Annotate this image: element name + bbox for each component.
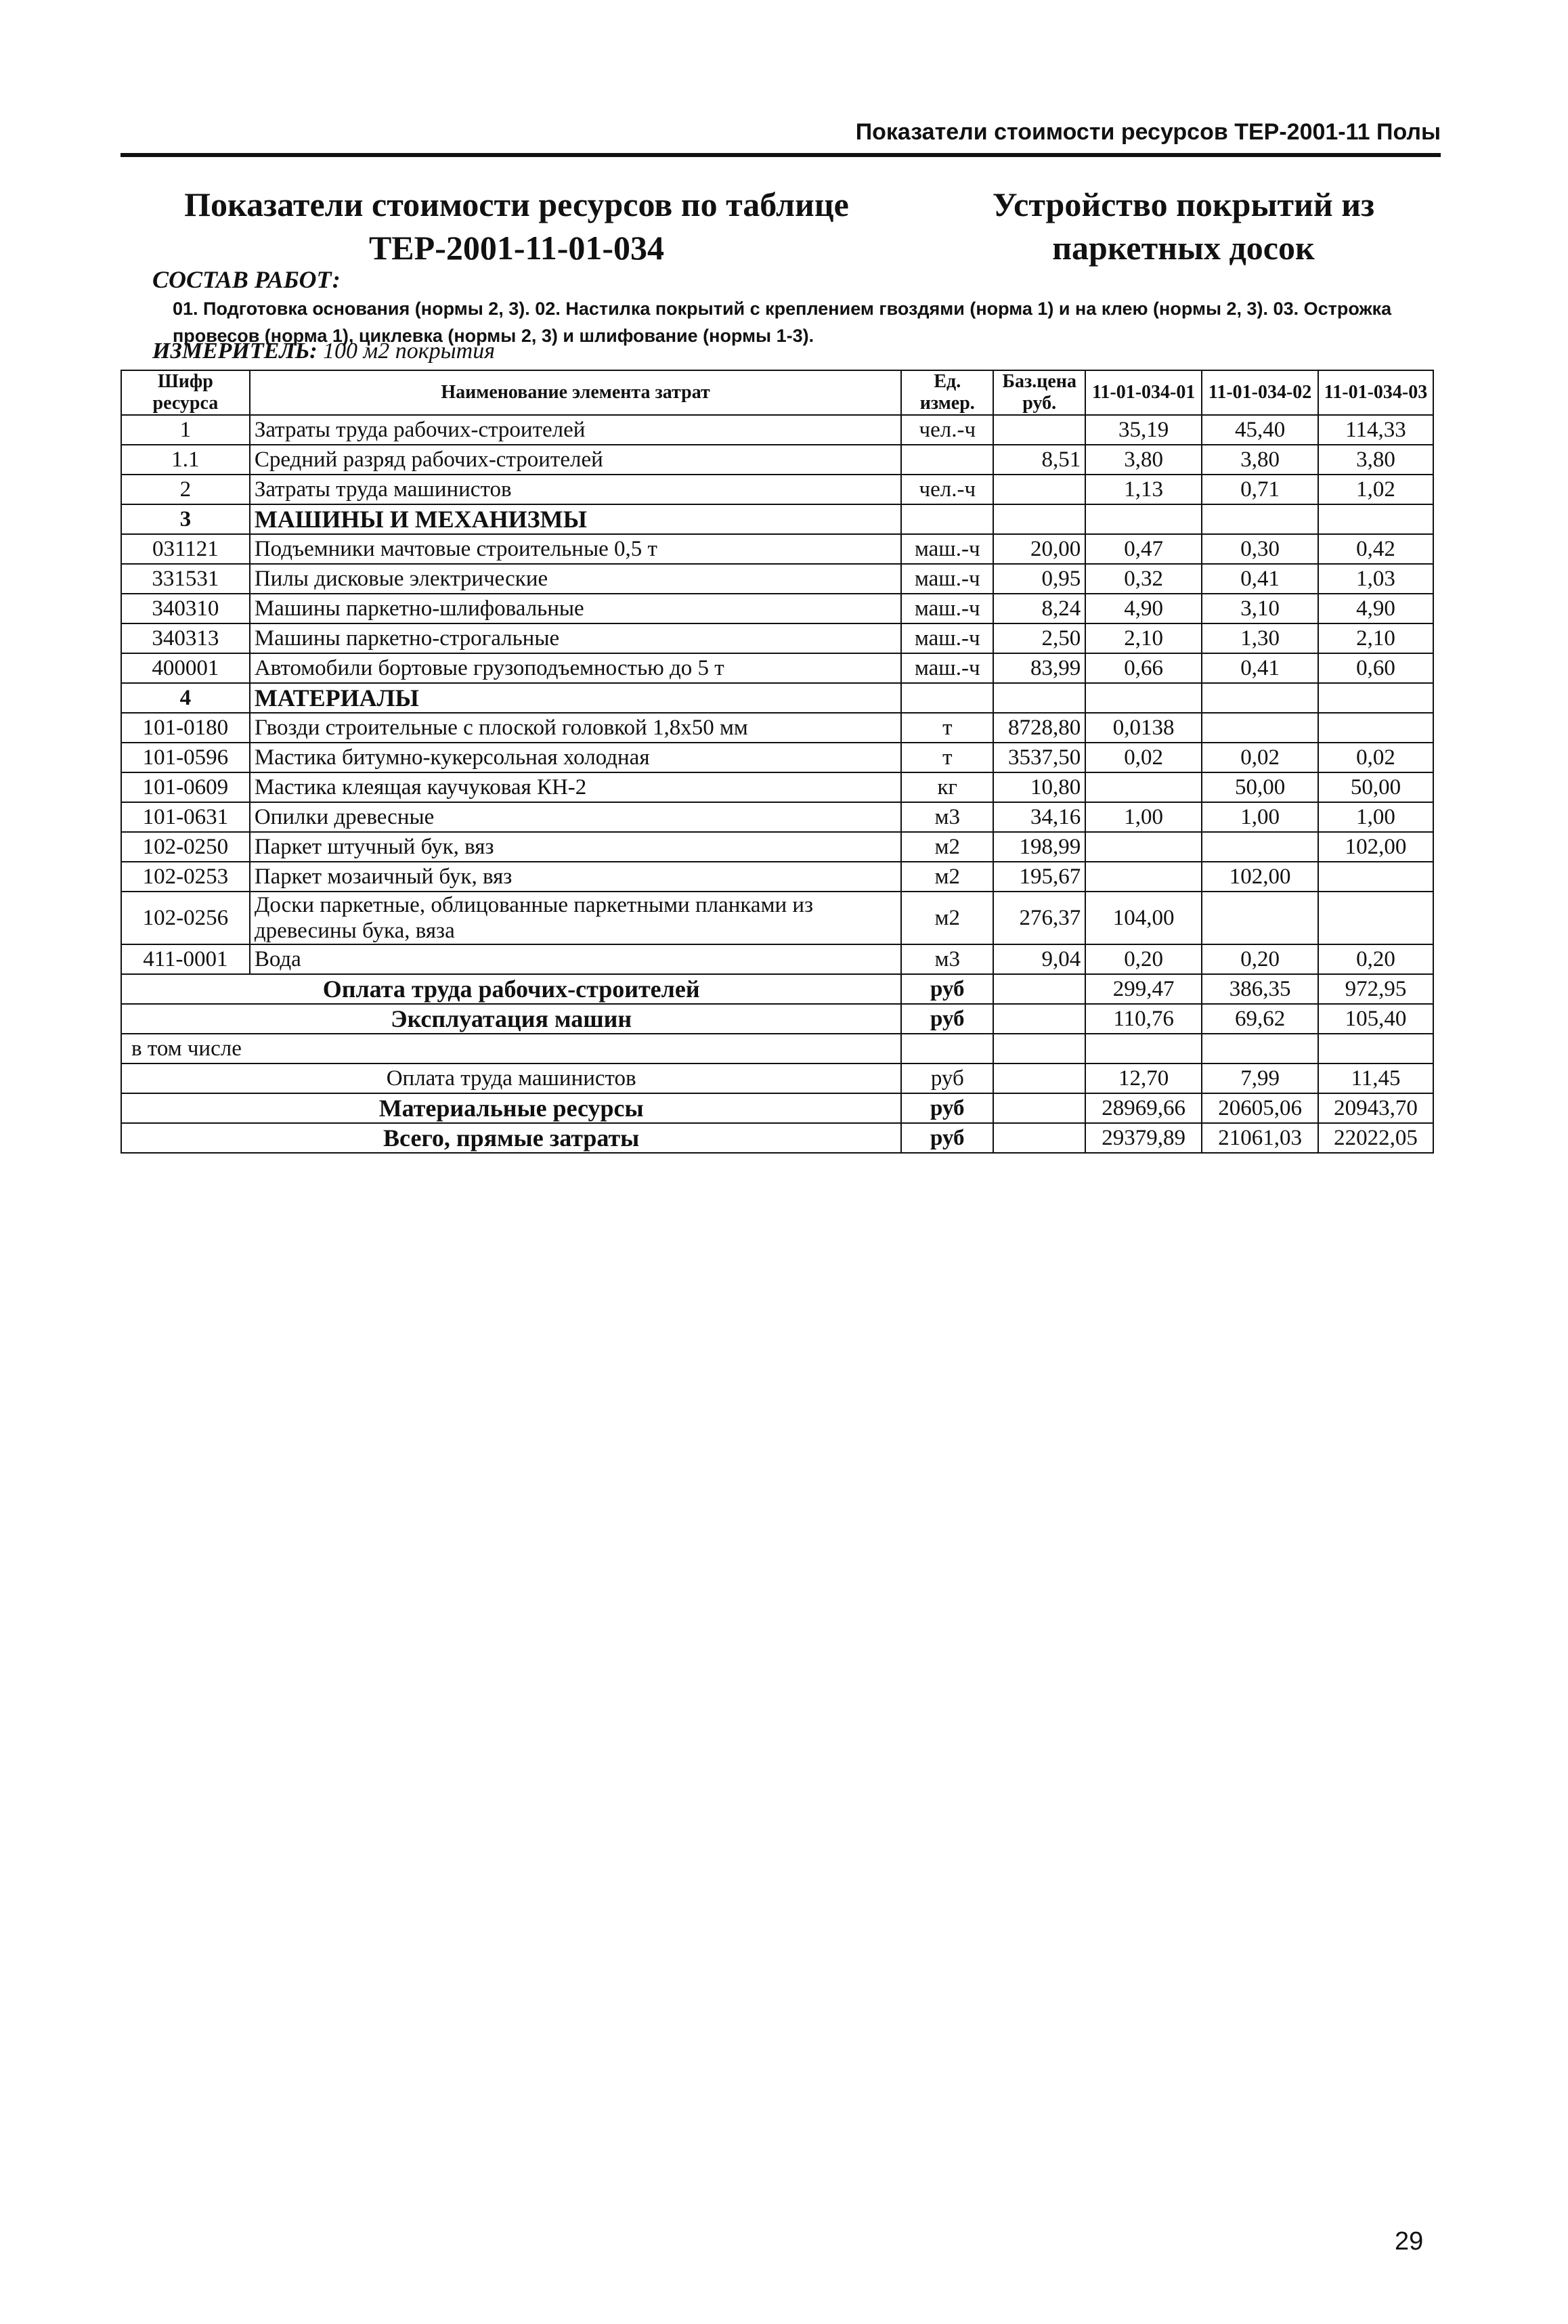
summary-unit xyxy=(901,1034,993,1064)
summary-v1: 28969,66 xyxy=(1085,1093,1202,1123)
cell-v1: 0,32 xyxy=(1085,564,1202,594)
cell-name: Опилки древесные xyxy=(250,802,902,832)
cell-code: 102-0250 xyxy=(121,832,250,862)
summary-unit: руб xyxy=(901,1123,993,1153)
cell-price: 0,95 xyxy=(993,564,1085,594)
table-row xyxy=(121,892,1433,944)
summary-label: в том числе xyxy=(121,1034,901,1064)
cell-name: Вода xyxy=(250,944,902,974)
cell-price xyxy=(993,475,1085,504)
summary-v2: 20605,06 xyxy=(1202,1093,1318,1123)
cell-v3: 4,90 xyxy=(1318,594,1433,623)
cell-price: 8,24 xyxy=(993,594,1085,623)
page-number: 29 xyxy=(1395,2227,1424,2256)
cell-unit: м2 xyxy=(901,862,993,892)
table-row xyxy=(121,504,1433,534)
cell-v3: 2,10 xyxy=(1318,623,1433,653)
summary-empty-cell xyxy=(993,1123,1085,1153)
cell-v2: 102,00 xyxy=(1202,862,1318,892)
summary-v2 xyxy=(1202,1034,1318,1064)
table-row xyxy=(121,415,1433,445)
header-col-01: 11-01-034-01 xyxy=(1085,370,1202,415)
cell-unit: чел.-ч xyxy=(901,475,993,504)
cell-name: МАТЕРИАЛЫ xyxy=(250,683,902,713)
summary-v3: 22022,05 xyxy=(1318,1123,1433,1153)
table-row xyxy=(121,772,1433,802)
cell-name: Мастика битумно-кукерсольная холодная xyxy=(250,743,902,772)
cell-v1 xyxy=(1085,683,1202,713)
cell-v2: 3,80 xyxy=(1202,445,1318,475)
document-title xyxy=(121,183,1441,269)
cell-v1 xyxy=(1085,772,1202,802)
cell-v1: 3,80 xyxy=(1085,445,1202,475)
cell-v3: 1,03 xyxy=(1318,564,1433,594)
cell-code: 4 xyxy=(121,683,250,713)
cell-unit: м3 xyxy=(901,944,993,974)
cell-name: Паркет штучный бук, вяз xyxy=(250,832,902,862)
summary-v2: 69,62 xyxy=(1202,1004,1318,1034)
cell-unit: м3 xyxy=(901,802,993,832)
cell-v3 xyxy=(1318,713,1433,743)
summary-v3: 972,95 xyxy=(1318,974,1433,1004)
summary-row xyxy=(121,1064,1433,1093)
table-row xyxy=(121,802,1433,832)
cell-code: 2 xyxy=(121,475,250,504)
cell-name: Подъемники мачтовые строительные 0,5 т xyxy=(250,534,902,564)
table-header-row xyxy=(121,370,1433,415)
cell-price xyxy=(993,683,1085,713)
cell-code: 340310 xyxy=(121,594,250,623)
cell-unit: маш.-ч xyxy=(901,534,993,564)
cell-price xyxy=(993,504,1085,534)
table-row xyxy=(121,713,1433,743)
summary-v3: 105,40 xyxy=(1318,1004,1433,1034)
table-row xyxy=(121,623,1433,653)
header-unit: Ед. измер. xyxy=(901,370,993,415)
summary-v3 xyxy=(1318,1034,1433,1064)
cell-unit: маш.-ч xyxy=(901,623,993,653)
cell-unit: маш.-ч xyxy=(901,653,993,683)
cell-v1: 0,0138 xyxy=(1085,713,1202,743)
cell-v1: 4,90 xyxy=(1085,594,1202,623)
measure-value: 100 м2 покрытия xyxy=(323,338,496,364)
summary-label: Оплата труда рабочих-строителей xyxy=(121,974,901,1004)
cell-v2: 0,20 xyxy=(1202,944,1318,974)
measure-line xyxy=(152,338,495,364)
cell-v3: 0,02 xyxy=(1318,743,1433,772)
cell-name: Машины паркетно-шлифовальные xyxy=(250,594,902,623)
cell-v2: 0,30 xyxy=(1202,534,1318,564)
cell-name: Средний разряд рабочих-строителей xyxy=(250,445,902,475)
cell-name: Гвозди строительные с плоской головкой 1,8х50 мм xyxy=(250,713,902,743)
cell-price: 20,00 xyxy=(993,534,1085,564)
header-base-price: Баз.цена руб. xyxy=(993,370,1085,415)
table-row xyxy=(121,534,1433,564)
cell-code: 102-0256 xyxy=(121,892,250,944)
cell-name: Пилы дисковые электрические xyxy=(250,564,902,594)
table-row xyxy=(121,683,1433,713)
cell-code: 101-0631 xyxy=(121,802,250,832)
table-body xyxy=(121,415,1433,1153)
cell-v2: 0,41 xyxy=(1202,564,1318,594)
table-row xyxy=(121,594,1433,623)
cell-name: Автомобили бортовые грузоподъемностью до 5 т xyxy=(250,653,902,683)
cell-v1: 2,10 xyxy=(1085,623,1202,653)
cell-v2 xyxy=(1202,892,1318,944)
table-row xyxy=(121,832,1433,862)
summary-label: Оплата труда машинистов xyxy=(121,1064,901,1093)
cell-v3: 50,00 xyxy=(1318,772,1433,802)
cell-code: 1 xyxy=(121,415,250,445)
cell-v2 xyxy=(1202,683,1318,713)
cell-unit xyxy=(901,445,993,475)
cell-v2: 50,00 xyxy=(1202,772,1318,802)
work-composition-label: СОСТАВ РАБОТ: xyxy=(152,266,341,293)
cell-code: 400001 xyxy=(121,653,250,683)
cell-name: Затраты труда машинистов xyxy=(250,475,902,504)
cell-v1: 104,00 xyxy=(1085,892,1202,944)
summary-empty-cell xyxy=(993,974,1085,1004)
running-header: Показатели стоимости ресурсов ТЕР-2001-11 Полы xyxy=(855,119,1441,145)
cell-v1: 0,66 xyxy=(1085,653,1202,683)
header-col-02: 11-01-034-02 xyxy=(1202,370,1318,415)
cell-code: 101-0180 xyxy=(121,713,250,743)
cell-v1: 35,19 xyxy=(1085,415,1202,445)
header-rule xyxy=(121,153,1441,157)
cell-name: Затраты труда рабочих-строителей xyxy=(250,415,902,445)
cell-price: 3537,50 xyxy=(993,743,1085,772)
table-row xyxy=(121,653,1433,683)
header-code: Шифр ресурса xyxy=(121,370,250,415)
summary-label: Материальные ресурсы xyxy=(121,1093,901,1123)
title-right: Устройство покрытий из паркетных досок xyxy=(992,185,1375,267)
cell-v2: 1,30 xyxy=(1202,623,1318,653)
cell-unit: м2 xyxy=(901,892,993,944)
measure-label: ИЗМЕРИТЕЛЬ: xyxy=(152,338,318,364)
summary-unit: руб xyxy=(901,1093,993,1123)
cell-code: 101-0596 xyxy=(121,743,250,772)
cell-code: 3 xyxy=(121,504,250,534)
table-row xyxy=(121,564,1433,594)
cell-v3: 102,00 xyxy=(1318,832,1433,862)
cell-name: МАШИНЫ И МЕХАНИЗМЫ xyxy=(250,504,902,534)
cell-unit: кг xyxy=(901,772,993,802)
cell-code: 411-0001 xyxy=(121,944,250,974)
cell-price: 198,99 xyxy=(993,832,1085,862)
header-col-03: 11-01-034-03 xyxy=(1318,370,1433,415)
cell-name: Паркет мозаичный бук, вяз xyxy=(250,862,902,892)
cell-code: 031121 xyxy=(121,534,250,564)
cell-v2: 0,02 xyxy=(1202,743,1318,772)
cell-price: 83,99 xyxy=(993,653,1085,683)
summary-v2: 386,35 xyxy=(1202,974,1318,1004)
cell-v1 xyxy=(1085,832,1202,862)
cell-v3 xyxy=(1318,683,1433,713)
title-left: Показатели стоимости ресурсов по таблице ТЕР-2001-11-01-034 xyxy=(184,185,849,267)
cell-price: 276,37 xyxy=(993,892,1085,944)
summary-unit: руб xyxy=(901,1064,993,1093)
cell-unit: м2 xyxy=(901,832,993,862)
cell-v1 xyxy=(1085,862,1202,892)
cell-price: 8728,80 xyxy=(993,713,1085,743)
cell-v2: 0,71 xyxy=(1202,475,1318,504)
table-row xyxy=(121,944,1433,974)
cell-name: Машины паркетно-строгальные xyxy=(250,623,902,653)
cell-code: 102-0253 xyxy=(121,862,250,892)
summary-row xyxy=(121,1093,1433,1123)
summary-v1: 12,70 xyxy=(1085,1064,1202,1093)
summary-empty-cell xyxy=(993,1093,1085,1123)
table-row xyxy=(121,445,1433,475)
table-row xyxy=(121,862,1433,892)
cell-v2: 1,00 xyxy=(1202,802,1318,832)
cell-v3: 114,33 xyxy=(1318,415,1433,445)
cell-price: 195,67 xyxy=(993,862,1085,892)
cell-price: 34,16 xyxy=(993,802,1085,832)
cell-v3 xyxy=(1318,504,1433,534)
cell-v3: 0,20 xyxy=(1318,944,1433,974)
cell-unit: т xyxy=(901,743,993,772)
cell-unit xyxy=(901,683,993,713)
cell-v3 xyxy=(1318,892,1433,944)
cell-v3: 0,60 xyxy=(1318,653,1433,683)
cell-v3: 1,00 xyxy=(1318,802,1433,832)
summary-v1 xyxy=(1085,1034,1202,1064)
resource-table xyxy=(121,370,1434,1154)
cell-v2 xyxy=(1202,832,1318,862)
cell-v3: 0,42 xyxy=(1318,534,1433,564)
summary-empty-cell xyxy=(993,1034,1085,1064)
cell-v2: 45,40 xyxy=(1202,415,1318,445)
summary-row xyxy=(121,1123,1433,1153)
cell-v1: 0,47 xyxy=(1085,534,1202,564)
cell-unit: т xyxy=(901,713,993,743)
summary-v2: 7,99 xyxy=(1202,1064,1318,1093)
cell-v3: 3,80 xyxy=(1318,445,1433,475)
summary-label: Эксплуатация машин xyxy=(121,1004,901,1034)
summary-row xyxy=(121,1034,1433,1064)
header-name: Наименование элемента затрат xyxy=(250,370,902,415)
cell-unit xyxy=(901,504,993,534)
summary-row xyxy=(121,974,1433,1004)
cell-v1: 0,02 xyxy=(1085,743,1202,772)
cell-v1: 1,00 xyxy=(1085,802,1202,832)
summary-unit: руб xyxy=(901,974,993,1004)
cell-unit: чел.-ч xyxy=(901,415,993,445)
summary-v1: 299,47 xyxy=(1085,974,1202,1004)
cell-price: 9,04 xyxy=(993,944,1085,974)
summary-v3: 11,45 xyxy=(1318,1064,1433,1093)
cell-v1: 0,20 xyxy=(1085,944,1202,974)
cell-code: 1.1 xyxy=(121,445,250,475)
cell-price: 8,51 xyxy=(993,445,1085,475)
work-composition-text: 01. Подготовка основания (нормы 2, 3). 02. Настилка покрытий с креплением гвоздями (норма 1) и на клею (нормы 2, 3). 03. Острожка провесов (норма 1), циклевка (нормы 2, 3) и шлифование (нормы 1-3). xyxy=(173,299,1392,346)
summary-label: Всего, прямые затраты xyxy=(121,1123,901,1153)
cell-unit: маш.-ч xyxy=(901,564,993,594)
table-row xyxy=(121,743,1433,772)
cell-v3: 1,02 xyxy=(1318,475,1433,504)
summary-row xyxy=(121,1004,1433,1034)
cell-v2 xyxy=(1202,713,1318,743)
table-row xyxy=(121,475,1433,504)
cell-v2: 3,10 xyxy=(1202,594,1318,623)
summary-v2: 21061,03 xyxy=(1202,1123,1318,1153)
cell-name: Доски паркетные, облицованные паркетными планками из древесины бука, вяза xyxy=(250,892,902,944)
summary-unit: руб xyxy=(901,1004,993,1034)
cell-v1 xyxy=(1085,504,1202,534)
cell-v2 xyxy=(1202,504,1318,534)
summary-empty-cell xyxy=(993,1004,1085,1034)
cell-price: 10,80 xyxy=(993,772,1085,802)
cell-v2: 0,41 xyxy=(1202,653,1318,683)
summary-v1: 29379,89 xyxy=(1085,1123,1202,1153)
cell-price xyxy=(993,415,1085,445)
cell-name: Мастика клеящая каучуковая КН-2 xyxy=(250,772,902,802)
cell-price: 2,50 xyxy=(993,623,1085,653)
summary-v1: 110,76 xyxy=(1085,1004,1202,1034)
cell-v3 xyxy=(1318,862,1433,892)
cell-unit: маш.-ч xyxy=(901,594,993,623)
cell-code: 101-0609 xyxy=(121,772,250,802)
summary-v3: 20943,70 xyxy=(1318,1093,1433,1123)
cell-code: 340313 xyxy=(121,623,250,653)
summary-empty-cell xyxy=(993,1064,1085,1093)
cell-code: 331531 xyxy=(121,564,250,594)
cell-v1: 1,13 xyxy=(1085,475,1202,504)
